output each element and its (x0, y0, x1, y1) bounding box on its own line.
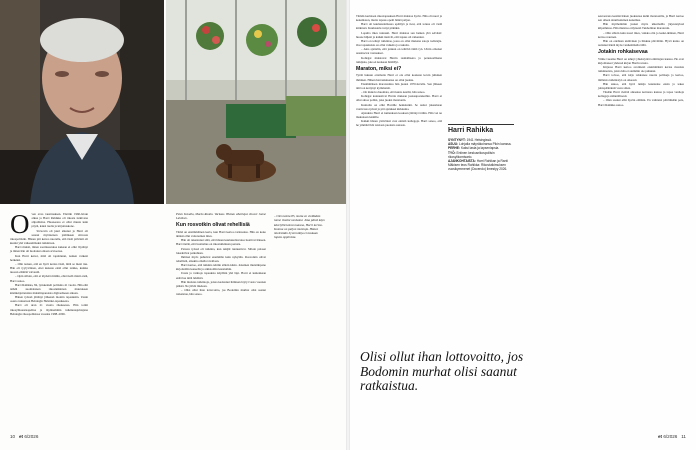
paragraph: Harri toivoo, että kirja rohkaisee nuoria poliiseja ja kertoo, millaista tutkintatyö on oikeasti. (598, 73, 684, 82)
fact-key: AJANKOHTAISTA: (448, 159, 476, 164)
paragraph: Harri muisti, miten saarinuorukaa kukaan ei ollut löytänyt ja miten hän oli luottanut omaan arvioonsa. (10, 245, 88, 254)
paragraph: Harri kertoo, että tutkinta tehtiin silloin käsin. Jokainen muistiinpano kirjoitettiin koneella ja arkistoitiin kansioihin. (176, 263, 266, 272)
subheading: Jotakin rohkaisevaa (598, 49, 648, 56)
paragraph: Kollegat kannustivat Harria mukaan juoksuporukoihin. Harri ei ollut ainoa poliisi, joka juoksi maratonin. (356, 94, 442, 103)
magazine-brand: et (18, 434, 24, 439)
paragraph: – Olen saanut elää hyvän elämän. En vaihtaisi päivääkään pois, Harri Rahikka sanoo. (598, 98, 684, 107)
fact-key: ASUU: (448, 142, 459, 147)
fact-key: PERHE: (448, 146, 461, 151)
paragraph: – Olin silloin kuin nuori mies, vaikka olin jo keski-ikäinen, Harri kertoo nauraen. (598, 30, 684, 39)
paragraph: Työtä lukuun ottamatta Harri ei ole ollut koskaan kovin julkinen ihminen. Hänen harrastuksensa on ollut juoksu. (356, 73, 442, 82)
paragraph: Harri oli uran 21 vuotta rikoksessa. Hän toimi rikosylikonstaapelina ja myöhemmin tutkinnanjohtajana Helsingin rikospoliisissa vuosina 1988–2006. (10, 303, 88, 316)
lead-caption: Peten Kuvalla, Marko Rautio. Varkaus. Hiekan ulkoilujat. Kuvat: Janne Lahtinen. (176, 212, 266, 221)
paragraph: – Aina ajattelin, että jonkun on tehtävä tämä työ. Uhrin omaiset ansaitsevat vastaukset. (356, 47, 442, 56)
spread-gutter (346, 0, 350, 450)
paragraph: Uusia ja vanhoja tapauksia käydään yhä läpi. Harri ei kuitenkaan enää lue niitä lehdistä. (176, 271, 266, 280)
fact-box-row (448, 159, 514, 172)
paragraph: Kirjassa Harri kertoo avoimesti ensimmäistä kertaa monista tutkinnoista, joista hän ei aiemmin ole puhunut. (598, 65, 684, 74)
article-column-2 (176, 212, 266, 296)
fact-value: Entinen keskusrikospoliisin rikosylikomisario. (448, 150, 495, 159)
subheading: Kun rosvotkin olivat rehellisiä (176, 222, 250, 229)
paragraph: Hän on edelleen aktiivinen ja liikkuu päivittäin. Hyvä kunto on auttanut häntä myös vanhemmalla iällä. (598, 38, 684, 48)
paragraph: Harri oli kuulustelemassa epäiltyä ja tiesi, että totuus oli vielä kätkössä. Kuulustelu venyi pitkäksi. (356, 22, 442, 31)
paragraph: Lopulta mies tunnusti. Harri muistaa sen hetken yhä selvästi: huone hiljeni ja kaikki tiesivät, että tapaus oli ratkennut. (356, 30, 442, 39)
photo-caption-text: – Olen kohta 85, mutta en vieläkään tunne itseäni vanhaksi. Joka päivä käyn kävelyllä koiran kanssa, Harri kertoo. Kotona on paljon muistoja. Hänen mielestään hyvä tutkija ei koskaan lopeta oppimista. (274, 214, 325, 240)
pull-quote (360, 350, 528, 394)
page-number: 11 (681, 434, 686, 439)
paragraph: – Olisi ollut ihan lottovoitto, jos Bodomin murhat olisi saanut ratkaistua, hän sanoo. (176, 288, 266, 297)
paragraph: Harri on tehnyt tutkintaa, jossa on ollut mukana satoja todistajia. Osa tapauksista on ollut vaikeita ja raskaita. (356, 38, 442, 48)
paragraph: Hän muistaa tutkintoja, joissa kadonnut ihminen löytyi vasta vuosien päästä. Ne jäivät mieleen. (176, 279, 266, 288)
portrait-photo (0, 0, 164, 204)
article-column-1 (10, 209, 88, 316)
page-number: 10 (10, 434, 16, 439)
paragraph: Tänään Harri viettää aikaansa koiransa kanssa ja tapaa vanhoja kollegoja säännöllisesti. (598, 90, 684, 99)
dog-garden-illustration (166, 0, 348, 204)
paragraph: Harri Rahikka, 84, työskenteli poliisina 41 vuotta. Hän ehti nähdä suomalaisen rikostutkinnan muutoksen käsinkirjoitetuista muistiinpanoista digitaaliseen aikaan. (10, 282, 88, 295)
paragraph: Ajatuksia Harri ei kuitenkaan koskaan jättänyt töihin. Hän vei ne mukanaan lenkille. (356, 110, 442, 120)
dog-garden-photo (166, 0, 348, 204)
footer-right (658, 434, 686, 439)
pull-quote-text: Olisi ollut ihan lottovoitto, jos Bodomin murhat olisi saanut ratkaistua. (360, 349, 524, 393)
paragraph: Sivuovin oli juuri alkanut ja Harri oli saanut myönteisen päätöksen siirrosta rikospoliisiin. Hänen piti kertoa nuorelle, että tästä päivästä oli kuulut yhä vaikeammaksi tutkintaan. (10, 228, 88, 246)
right-page (348, 0, 696, 450)
paragraph: Viime vuosina Harri on tehnyt yhteistyötä toimittajan kanssa. He ovat kirjoittaneet yhdessä kirjan Harrin urasta. (598, 56, 684, 65)
issue-number: 6/2026 (24, 434, 39, 439)
paragraph: ven avaa taustrauksen. Elettiin 1960-luvun alkua ja Harri Rahikka oli rikosta tutkivana alipoliisina. Huoneessa ei ollut muuta kuin pöytä, kaksi tuolia ja kirjoituskone. (31, 212, 88, 229)
paragraph: Hänen työnsä jättänyt jälkensä moniin tapauksiin. Uusin osasto tunnetaan Helsingin Helsinki-tapauksena. (10, 295, 88, 304)
article-column-3 (356, 14, 442, 128)
paragraph: seuraavana kesänä hänen juoksunsa kulki maratonille, ja Harri kertoo sen olleen ainutlaatuinen kokemus. (598, 14, 684, 23)
fact-value: Harri Rahikan ja Ranti Mäkisen teos Rahikka: Rikostutkimuksen vuosikymmenet (Docendo) ilmestyy 2026. (448, 159, 508, 172)
paragraph: Ihmiset myös puhuivat enemmän kuin nykyään. Rosvotkin olivat rehellisiä, ainakin omalla tavallaan. (176, 254, 266, 263)
fact-value: 1941 Helsingissä. (466, 138, 492, 142)
drop-cap: O (10, 209, 30, 239)
fact-box-row (448, 151, 514, 159)
paragraph: – Opin silloin, että ei löydetä mitään, ellei tiedä mistä etsiä, Harri sanoo. (10, 274, 88, 283)
paragraph: Ensimmäisen maratoninsa hän juoksi 1970-luvulla. Sen jälkeen niitä on kertynyt kymmeniä. (356, 81, 442, 90)
paragraph: Tämän kertaisen rikostapauksen Harri muistaa hyvin. Hän oli nuori ja kokematon, mutta tapaus opetti häntä paljon. (356, 14, 442, 23)
paragraph: Kaikki hänen ystävänsä ovat entisiä kollegoja. Harri sanoo, että he ymmärtävät toisiaan puolesta sanasta. (356, 119, 442, 128)
photo-caption (274, 214, 326, 240)
fact-box (448, 124, 514, 172)
fact-key: SYNTYNYT: (448, 138, 466, 142)
paragraph: Tämä on ensimmäinen kerta, kun Harri kertoo tarinaansa. Hän on koko ikänsä ollut vaitonainen mies. (176, 229, 266, 239)
paragraph: Parasta työssä oli tutkinta, kun tekijät tunnustivat. Silloin palaset loksahtivat paikalleen. (176, 246, 266, 255)
fact-value: Kaksi lasta ja lapsenlapsia. (460, 146, 500, 151)
subheading: Maraton, miksi ei? (356, 65, 402, 72)
paragraph: Hän myöhemmin juoksi myös ulkomailla järjestetyissä kilpailuissa. Hän muistaa erityisesti Tukholman maratonin. (598, 22, 684, 31)
magazine-brand: et (657, 434, 663, 439)
issue-number: 6/2026 (663, 434, 678, 439)
fact-value: Lohjalla mäyräkoiransa Pikin kanssa. (458, 142, 512, 147)
paragraph: – Olin naisen, että en hyvä kertaa tästä, mitä se meni ties. Hän oli tyytyväinen, ettei kukaan enää ollut tarkka, kuinka nuoren elämää vaivautti. (10, 261, 88, 275)
paragraph: Kollegat muistavat Harrin rauhallisena ja perusteellisena tutkijana, joka ei koskaan hätäillyt. (356, 55, 442, 64)
paragraph: Kuntoilu on ollut Harrille henkireikä. Se auttoi jaksamaan vaativassa työssä ja piti ajatukset kirkkaina. (356, 102, 442, 111)
paragraph: Hän uskoo, että hyvä tutkija kuuntelee ensin ja tekee johtopäätöksiä vasta sitten. (598, 81, 684, 90)
paragraph: – On mukava huomata, että kunto kestää, hän sanoo. (361, 90, 426, 95)
paragraph: Hän oli rakentanut siitä, että hänen kuulusteltavansa luottivat häneen. Harri tietää, että luottamus on rikostutkinnan perusta. (176, 238, 266, 247)
fact-box-title: Harri Rahikka (448, 124, 514, 135)
fact-key: TYÖ: (448, 150, 456, 155)
article-column-4 (598, 14, 684, 107)
paragraph: Kun Harri kertoi, mitä oli tapahtunut, nainen vaikeni hetkeksi. (10, 253, 88, 262)
footer-left (10, 434, 38, 439)
portrait-photo-illustration (0, 0, 164, 204)
